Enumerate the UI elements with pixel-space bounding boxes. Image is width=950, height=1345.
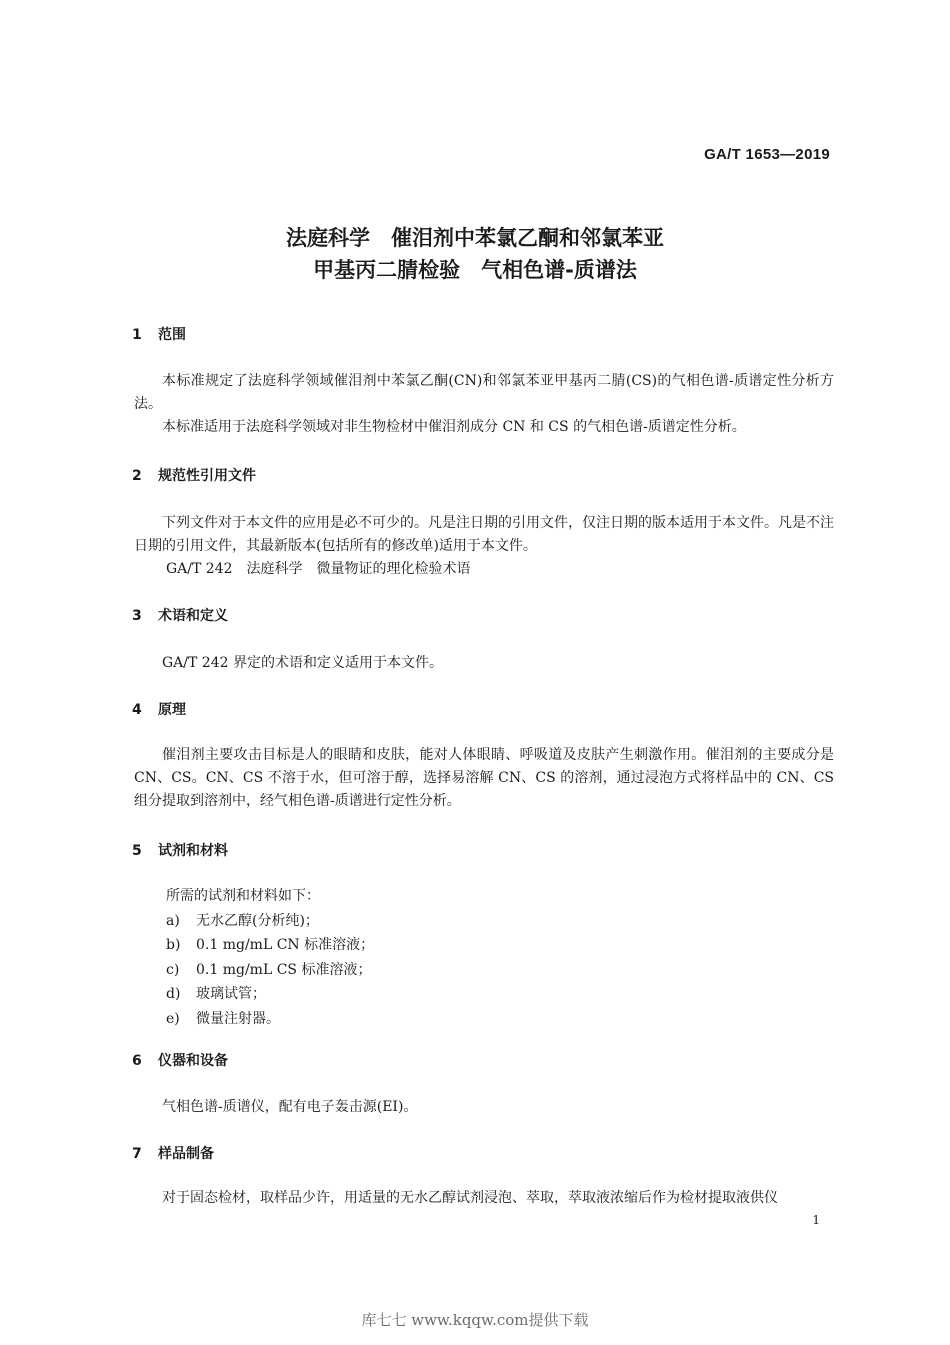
list-item <box>166 909 374 934</box>
section-7-heading <box>132 1143 214 1163</box>
section-2-heading <box>132 465 256 485</box>
item-label: b) <box>166 937 181 953</box>
section-1-heading <box>132 324 186 344</box>
list-intro: 所需的试剂和材料如下： <box>166 888 320 904</box>
title-line-1: 法庭科学 催泪剂中苯氯乙酮和邻氯苯亚 <box>286 226 664 250</box>
list-item <box>166 982 374 1007</box>
section-number: 6 <box>132 1053 142 1069</box>
title-line-2: 甲基丙二腈检验 气相色谱-质谱法 <box>313 258 637 282</box>
download-watermark-footer: 库七七 www.kqqw.com提供下载 <box>361 1311 589 1329</box>
list-item <box>166 1007 374 1032</box>
section-5-heading <box>132 840 228 860</box>
section-number: 5 <box>132 843 142 859</box>
section-3-body <box>134 652 834 675</box>
item-text: 无水乙醇(分析纯)； <box>196 912 319 929</box>
section-number: 2 <box>132 468 142 484</box>
list-item <box>166 933 374 958</box>
section-title: 仪器和设备 <box>158 1053 228 1069</box>
paragraph: GA/T 242 界定的术语和定义适用于本文件。 <box>162 655 443 671</box>
standard-code: GA/T 1653—2019 <box>704 146 830 163</box>
item-text: 0.1 mg/mL CN 标准溶液； <box>196 937 375 953</box>
reagent-list <box>166 884 374 1031</box>
section-title: 术语和定义 <box>158 608 228 624</box>
section-6-heading <box>132 1050 228 1070</box>
section-1-body <box>134 370 834 439</box>
section-4-body <box>134 744 834 813</box>
item-text: 0.1 mg/mL CS 标准溶液； <box>196 961 372 978</box>
item-label: a) <box>166 912 180 929</box>
paragraph: 本标准规定了法庭科学领域催泪剂中苯氯乙酮(CN)和邻氯苯亚甲基丙二腈(CS)的气相色谱-质谱定性分析方法。 <box>134 373 834 412</box>
item-text: 玻璃试管； <box>196 986 266 1002</box>
section-title: 范围 <box>158 327 186 343</box>
paragraph: 本标准适用于法庭科学领域对非生物检材中催泪剂成分 CN 和 CS 的气相色谱-质谱定性分析。 <box>162 419 746 435</box>
section-title: 样品制备 <box>158 1146 214 1162</box>
section-title: 原理 <box>158 702 186 718</box>
section-title: 规范性引用文件 <box>158 468 256 484</box>
document-title <box>0 222 950 286</box>
paragraph: 对于固态检材，取样品少许，用适量的无水乙醇试剂浸泡、萃取，萃取液浓缩后作为检材提取液供仪 <box>162 1190 778 1206</box>
section-number: 7 <box>132 1146 142 1162</box>
list-item <box>166 958 374 983</box>
section-title: 试剂和材料 <box>158 843 228 859</box>
section-number: 4 <box>132 702 142 718</box>
section-number: 1 <box>132 327 142 343</box>
item-text: 微量注射器。 <box>196 1010 280 1027</box>
paragraph: 下列文件对于本文件的应用是必不可少的。凡是注日期的引用文件，仅注日期的版本适用于本文件。凡是不注日期的引用文件，其最新版本(包括所有的修改单)适用于本文件。 <box>134 515 834 554</box>
section-6-body <box>134 1096 834 1119</box>
section-7-body <box>134 1187 834 1210</box>
paragraph: 气相色谱-质谱仪，配有电子轰击源(EI)。 <box>162 1099 418 1115</box>
section-number: 3 <box>132 608 142 624</box>
item-label: c) <box>166 961 180 978</box>
section-4-heading <box>132 699 186 719</box>
paragraph: 催泪剂主要攻击目标是人的眼睛和皮肤，能对人体眼睛、呼吸道及皮肤产生刺激作用。催泪剂的主要成分是 CN、CS。CN、CS 不溶于水，但可溶于醇，选择易溶解 CN、CS 的溶剂，通过浸泡方式将样品中的 CN、CS 组分提取到溶剂中，经气相色谱-质谱进行定性分析。 <box>134 747 834 809</box>
item-label: e) <box>166 1010 180 1027</box>
normative-reference: GA/T 242 法庭科学 微量物证的理化检验术语 <box>166 561 471 577</box>
section-2-body <box>134 512 834 558</box>
section-3-heading <box>132 605 228 625</box>
page-number: 1 <box>812 1213 820 1227</box>
item-label: d) <box>166 986 181 1002</box>
